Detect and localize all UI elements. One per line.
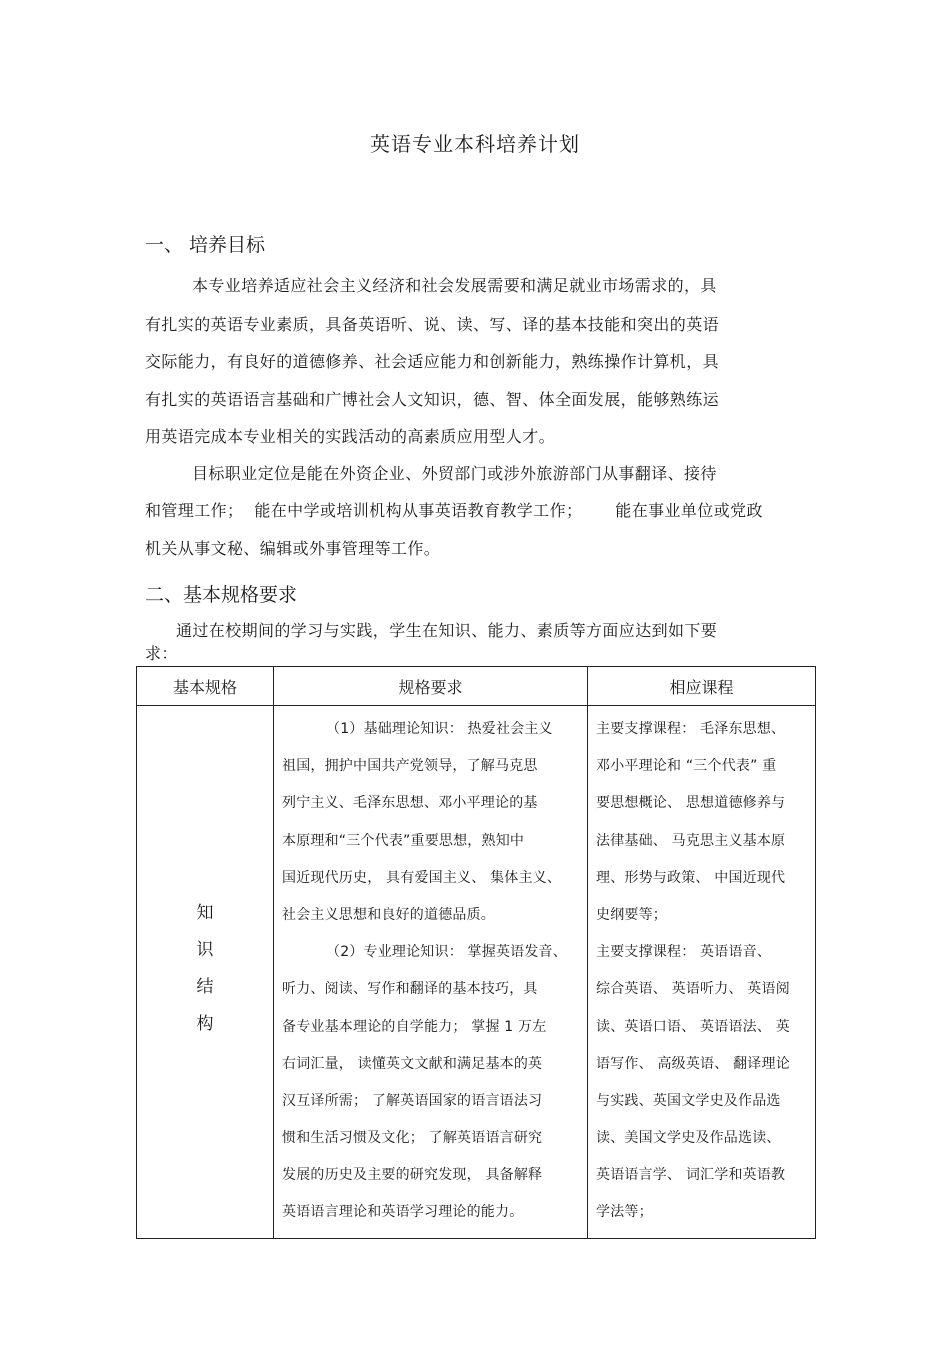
requirement-line: 备专业基本理论的自学能力； 掌握 1 万左 [282, 1018, 547, 1035]
requirement-line: 右词汇量， 读懂英文文献和满足基本的英 [282, 1055, 543, 1072]
paragraph-line: 和管理工作； 能在中学或培训机构从事英语教育教学工作； 能在事业单位或党政 [145, 501, 763, 520]
paragraph-line: 用英语完成本专业相关的实践活动的高素质应用型人才。 [145, 427, 556, 446]
paragraph-line: 有扎实的英语语言基础和广博社会人文知识，德、智、体全面发展，能够熟练运 [145, 390, 720, 409]
requirement-line: 惯和生活习惯及文化； 了解英语语言研究 [282, 1130, 543, 1147]
course-line: 语写作、 高级英语、 翻译理论 [596, 1055, 790, 1072]
course-line: 学法等； [596, 1204, 653, 1221]
requirement-line: 祖国，拥护中国共产党领导，了解马克思 [282, 758, 538, 775]
requirement-line: 英语语言理论和英语学习理论的能力。 [282, 1204, 524, 1221]
courses-cell [588, 706, 816, 1239]
section-1-heading: 一、 培养目标 [145, 234, 266, 256]
category-char: 识 [196, 940, 214, 960]
requirement-line: 听力、阅读、写作和翻译的基本技巧，具 [282, 981, 538, 998]
course-line: 邓小平理论和 “三个代表” 重 [596, 758, 777, 775]
spec-table [136, 666, 816, 1239]
course-line: 主要支撑课程： 毛泽东思想、 [596, 721, 786, 737]
category-char: 结 [196, 977, 214, 997]
requirement-line: 本原理和“三个代表”重要思想，熟知中 [282, 832, 525, 849]
table-header-row [137, 667, 816, 706]
course-line: 法律基础、 马克思主义基本原 [596, 832, 786, 849]
header-basic-spec: 基本规格 [137, 667, 274, 706]
table-row [137, 706, 816, 1239]
requirement-line: （1）基础理论知识： 热爱社会主义 [326, 721, 553, 737]
course-line: 与实践、英国文学史及作品选 [596, 1092, 781, 1109]
requirements-cell [274, 706, 588, 1239]
paragraph-line: 本专业培养适应社会主义经济和社会发展需要和满足就业市场需求的，具 [192, 276, 717, 295]
course-line: 史纲要等； [596, 906, 667, 923]
intro-line: 求： [145, 644, 178, 663]
course-line: 综合英语、 英语听力、 英语阅 [596, 981, 790, 998]
paragraph-line: 机关从事文秘、编辑或外事管理等工作。 [145, 539, 441, 558]
requirement-line: （2）专业理论知识： 掌握英语发音、 [326, 944, 567, 961]
category-char: 知 [196, 903, 214, 923]
requirement-line: 汉互译所需； 了解英语国家的语言语法习 [282, 1092, 543, 1109]
requirement-line: 国近现代历史， 具有爱国主义、 集体主义、 [282, 869, 562, 886]
course-line: 读、英语口语、 英语语法、 英 [596, 1018, 790, 1035]
requirement-line: 发展的历史及主要的研究发现， 具备解释 [282, 1167, 543, 1184]
category-cell [137, 706, 274, 1239]
course-line: 要思想概论、 思想道德修养与 [596, 795, 786, 812]
section-2-heading: 二、基本规格要求 [145, 584, 298, 606]
course-line: 主要支撑课程： 英语语音、 [596, 944, 772, 961]
paragraph-line: 交际能力，有良好的道德修养、社会适应能力和创新能力，熟练操作计算机，具 [145, 352, 720, 371]
course-line: 读、美国文学史及作品选读、 [596, 1130, 781, 1147]
course-line: 理、形势与政策、 中国近现代 [596, 869, 786, 886]
intro-line: 通过在校期间的学习与实践，学生在知识、能力、素质等方面应达到如下要 [176, 621, 718, 640]
paragraph-line: 有扎实的英语专业素质，具备英语听、说、读、写、译的基本技能和突出的英语 [145, 315, 720, 334]
category-char: 构 [196, 1014, 214, 1034]
page-title: 英语专业本科培养计划 [370, 132, 580, 156]
paragraph-line: 目标职业定位是能在外资企业、外贸部门或涉外旅游部门从事翻译、接待 [192, 464, 717, 483]
header-courses: 相应课程 [588, 667, 816, 706]
course-line: 英语语言学、 词汇学和英语教 [596, 1167, 786, 1184]
requirement-line: 列宁主义、毛泽东思想、邓小平理论的基 [282, 795, 538, 812]
requirement-line: 社会主义思想和良好的道德品质。 [282, 906, 495, 923]
header-requirements: 规格要求 [274, 667, 588, 706]
